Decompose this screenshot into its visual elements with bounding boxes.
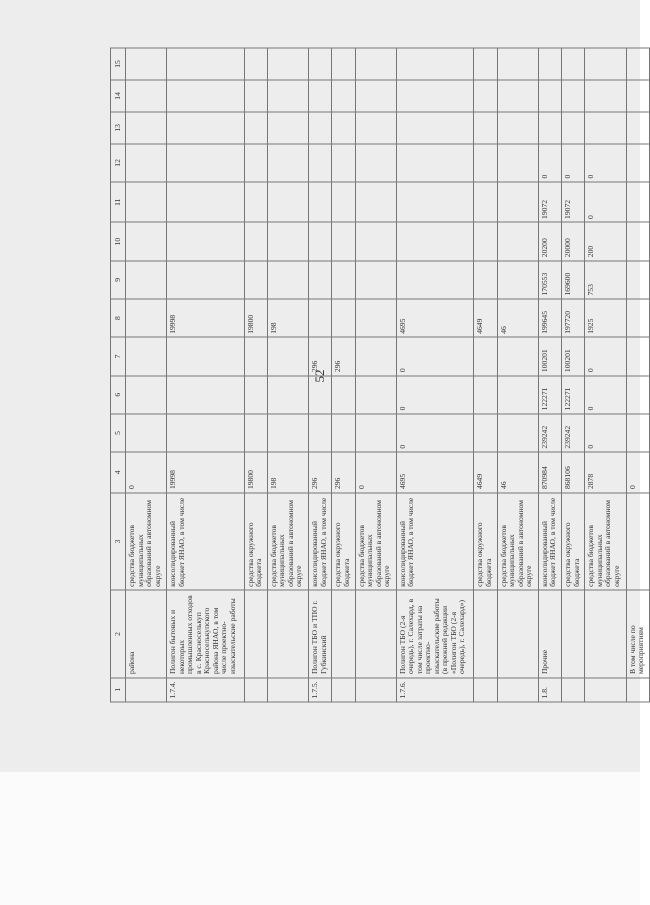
table-cell	[167, 337, 244, 375]
column-header: 15	[111, 48, 126, 80]
table-cell	[167, 414, 244, 452]
table-cell: 4695	[396, 299, 473, 337]
table-row	[585, 48, 626, 702]
table-cell: 0	[126, 452, 167, 492]
table-cell	[126, 222, 167, 260]
table-cell: Полигон ТБО и ТПО г. Губкинский	[309, 590, 332, 677]
page-number: 52	[312, 369, 327, 383]
table-cell	[126, 144, 167, 182]
table-cell: средства бюджетов муниципальных образований в автономном округе	[585, 493, 626, 591]
table-cell: средства окружного бюджета	[244, 493, 267, 591]
table-cell: 100201	[538, 337, 561, 375]
table-cell	[355, 590, 396, 677]
table-cell: 4649	[474, 299, 497, 337]
table-cell	[626, 414, 649, 452]
table-cell	[474, 376, 497, 414]
table-cell: 296	[309, 337, 332, 375]
table-cell	[267, 414, 308, 452]
table-cell	[626, 182, 649, 222]
column-header: 6	[111, 376, 126, 414]
table-cell: района	[126, 590, 167, 677]
column-header: 13	[111, 112, 126, 144]
column-header: 4	[111, 452, 126, 492]
column-header: 10	[111, 222, 126, 260]
table-cell	[267, 376, 308, 414]
table-cell	[538, 80, 561, 112]
table-cell: 296	[332, 452, 355, 492]
table-cell: 19998	[167, 299, 244, 337]
column-header: 5	[111, 414, 126, 452]
table-cell: 19800	[244, 452, 267, 492]
table-cell: средства бюджетов муниципальных образований в автономном округе	[497, 493, 538, 591]
table-cell	[538, 112, 561, 144]
table-cell	[474, 222, 497, 260]
table-row	[332, 48, 355, 702]
table-cell: средства бюджетов муниципальных образований в автономном округе	[355, 493, 396, 591]
table-cell	[267, 590, 308, 677]
table-cell	[626, 261, 649, 299]
table-cell	[626, 48, 649, 80]
table-cell	[244, 112, 267, 144]
table-cell: 19998	[167, 452, 244, 492]
table-cell	[309, 144, 332, 182]
table-cell: 19800	[244, 299, 267, 337]
table-row	[355, 48, 396, 702]
table-cell: 1.8.	[538, 678, 561, 702]
table-cell: 4649	[474, 452, 497, 492]
table-cell: 46	[497, 299, 538, 337]
table-row	[497, 48, 538, 702]
table-cell: 122271	[538, 376, 561, 414]
table-cell	[267, 48, 308, 80]
table-cell	[355, 299, 396, 337]
table-cell	[355, 144, 396, 182]
table-row	[474, 48, 497, 702]
table-cell	[309, 222, 332, 260]
table-cell: 19072	[562, 182, 585, 222]
table-cell	[497, 414, 538, 452]
table-cell	[244, 222, 267, 260]
table-cell	[309, 80, 332, 112]
table-cell	[474, 337, 497, 375]
table-cell: 197720	[562, 299, 585, 337]
table-cell	[244, 337, 267, 375]
table-cell	[267, 337, 308, 375]
table-cell: 1.7.5.	[309, 678, 332, 702]
table-cell	[626, 299, 649, 337]
table-cell	[244, 414, 267, 452]
table-cell: В том числе по мероприятиям	[626, 590, 649, 677]
table-cell	[167, 222, 244, 260]
table-cell	[126, 182, 167, 222]
table-cell	[562, 590, 585, 677]
table-cell: 753	[585, 261, 626, 299]
table-cell	[167, 80, 244, 112]
table-cell: 0	[396, 337, 473, 375]
table-cell	[626, 80, 649, 112]
table-cell: 200	[585, 222, 626, 260]
table-cell: 0	[585, 337, 626, 375]
table-cell	[562, 48, 585, 80]
table-cell	[355, 182, 396, 222]
table-cell	[474, 80, 497, 112]
table-row	[309, 48, 332, 702]
table-cell	[497, 337, 538, 375]
table-cell	[309, 48, 332, 80]
table-cell: консолидированный бюджет ЯНАО, в том числе	[396, 493, 473, 591]
table-cell	[332, 299, 355, 337]
table-cell	[538, 48, 561, 80]
table-cell: 0	[585, 414, 626, 452]
table-cell	[244, 80, 267, 112]
table-cell	[167, 144, 244, 182]
table-row	[562, 48, 585, 702]
table-cell: 100201	[562, 337, 585, 375]
table-cell	[396, 222, 473, 260]
table-cell	[332, 590, 355, 677]
table-cell	[626, 376, 649, 414]
table-cell	[355, 376, 396, 414]
table-cell	[497, 80, 538, 112]
table-row	[167, 48, 244, 702]
table-cell: 0	[585, 182, 626, 222]
table-cell	[355, 678, 396, 702]
table-cell	[332, 112, 355, 144]
table-cell	[332, 376, 355, 414]
table-cell	[309, 261, 332, 299]
table-body	[126, 48, 650, 702]
table-cell	[626, 678, 649, 702]
table-cell: 239242	[538, 414, 561, 452]
table-cell	[126, 112, 167, 144]
column-header: 2	[111, 590, 126, 677]
table-cell: Полигон бытовых и некоторых промышленных отходов в с. Красноселькуп Красноселькупского района ЯНАО, в том числе проектно-изыскательские работы	[167, 590, 244, 677]
table-cell	[332, 678, 355, 702]
table-cell	[396, 144, 473, 182]
table-cell	[474, 590, 497, 677]
table-cell: 1925	[585, 299, 626, 337]
budget-table	[110, 48, 650, 703]
table-cell: 46	[497, 452, 538, 492]
table-cell	[562, 80, 585, 112]
table-cell: 0	[396, 414, 473, 452]
table-cell	[585, 678, 626, 702]
table-cell	[332, 144, 355, 182]
table-cell	[474, 182, 497, 222]
table-cell	[167, 182, 244, 222]
table-cell: 0	[562, 144, 585, 182]
table-row	[267, 48, 308, 702]
table-cell	[126, 414, 167, 452]
table-cell	[244, 376, 267, 414]
table-cell	[126, 678, 167, 702]
table-cell	[244, 678, 267, 702]
table-cell	[396, 48, 473, 80]
page-margin	[0, 772, 640, 905]
table-cell	[244, 261, 267, 299]
table-cell	[355, 80, 396, 112]
table-cell	[626, 337, 649, 375]
table-cell	[396, 182, 473, 222]
table-cell	[474, 48, 497, 80]
table-cell: 198	[267, 299, 308, 337]
table-cell	[497, 112, 538, 144]
table-cell	[497, 182, 538, 222]
table-cell: средства бюджетов муниципальных образований в автономном округе	[267, 493, 308, 591]
table-cell	[497, 48, 538, 80]
table-cell: 870984	[538, 452, 561, 492]
table-cell	[497, 590, 538, 677]
table-cell: 0	[396, 376, 473, 414]
table-cell	[332, 414, 355, 452]
table-cell	[626, 112, 649, 144]
table-cell	[626, 222, 649, 260]
table-cell	[267, 80, 308, 112]
table-cell	[626, 144, 649, 182]
table-cell: 0	[626, 452, 649, 492]
table-cell: средства окружного бюджета	[562, 493, 585, 591]
table-cell: 296	[309, 452, 332, 492]
table-cell	[562, 678, 585, 702]
table-cell: консолидированный бюджет ЯНАО, в том числе	[167, 493, 244, 591]
table-cell	[167, 112, 244, 144]
table-cell: 0	[585, 144, 626, 182]
table-cell: 19072	[538, 182, 561, 222]
table-cell	[497, 678, 538, 702]
table-cell	[267, 678, 308, 702]
table-cell	[332, 261, 355, 299]
table-cell	[585, 590, 626, 677]
table-cell	[355, 337, 396, 375]
table-cell: консолидированный бюджет ЯНАО, в том числе	[309, 493, 332, 591]
table-cell	[244, 144, 267, 182]
table-cell	[497, 222, 538, 260]
table-cell: 4695	[396, 452, 473, 492]
column-header: 8	[111, 299, 126, 337]
table-cell	[267, 222, 308, 260]
table-row	[396, 48, 473, 702]
column-header: 14	[111, 80, 126, 112]
table-cell	[585, 112, 626, 144]
table-cell	[474, 261, 497, 299]
table-cell	[167, 261, 244, 299]
table-cell	[585, 48, 626, 80]
table-cell: 198	[267, 452, 308, 492]
table-cell	[355, 48, 396, 80]
table-cell: Полигон ТБО (2-я очередь), г. Салехард, в том числе затраты на проектно-изыскательские работы (в прежней редакции «Полигон ТБО (2-я очередь), г. Салехард»)	[396, 590, 473, 677]
table-cell: 20000	[562, 222, 585, 260]
table-cell	[167, 48, 244, 80]
table-cell	[332, 222, 355, 260]
table-row	[126, 48, 167, 702]
table-cell	[474, 144, 497, 182]
table-cell: средства окружного бюджета	[474, 493, 497, 591]
table-cell	[396, 261, 473, 299]
table-cell	[396, 112, 473, 144]
table-cell	[267, 112, 308, 144]
table-cell	[626, 493, 649, 591]
table-cell: 0	[538, 144, 561, 182]
table-cell: 296	[332, 337, 355, 375]
table-cell	[244, 590, 267, 677]
table-cell: 1.7.4.	[167, 678, 244, 702]
table-cell	[244, 48, 267, 80]
table-cell	[309, 414, 332, 452]
table-cell	[474, 112, 497, 144]
table-cell: Прочие	[538, 590, 561, 677]
table-cell	[126, 80, 167, 112]
table-cell	[309, 112, 332, 144]
table-cell: 868106	[562, 452, 585, 492]
table-cell	[585, 80, 626, 112]
table-cell	[562, 112, 585, 144]
table-cell	[167, 376, 244, 414]
table-cell: 170553	[538, 261, 561, 299]
table-cell: 0	[585, 376, 626, 414]
table-cell: 20200	[538, 222, 561, 260]
table-cell: 169600	[562, 261, 585, 299]
table-cell	[497, 144, 538, 182]
table-cell: 122271	[562, 376, 585, 414]
table-cell	[309, 182, 332, 222]
table-cell	[396, 80, 473, 112]
table-cell	[267, 182, 308, 222]
table-cell: консолидированный бюджет ЯНАО, в том числе	[538, 493, 561, 591]
column-header: 7	[111, 337, 126, 375]
header-row	[111, 48, 126, 702]
table-cell	[309, 299, 332, 337]
table-cell	[126, 337, 167, 375]
table-cell: 0	[355, 452, 396, 492]
table-cell	[474, 678, 497, 702]
table-cell	[267, 261, 308, 299]
table-cell	[497, 261, 538, 299]
table-rotated-container	[110, 48, 650, 703]
table-cell: 239242	[562, 414, 585, 452]
table-cell	[332, 182, 355, 222]
column-header: 3	[111, 493, 126, 591]
table-cell: 199645	[538, 299, 561, 337]
table-cell	[355, 414, 396, 452]
table-cell	[355, 222, 396, 260]
table-cell	[309, 376, 332, 414]
table-cell: средства бюджетов муниципальных образований в автономном округе	[126, 493, 167, 591]
table-cell: 1.7.6.	[396, 678, 473, 702]
column-header: 9	[111, 261, 126, 299]
table-cell	[474, 414, 497, 452]
table-cell	[497, 376, 538, 414]
table-cell	[126, 48, 167, 80]
table-row	[244, 48, 267, 702]
table-cell	[332, 48, 355, 80]
table-cell	[126, 299, 167, 337]
table-cell: средства окружного бюджета	[332, 493, 355, 591]
column-header: 12	[111, 144, 126, 182]
table-cell	[355, 112, 396, 144]
table-row	[626, 48, 649, 702]
table-cell: 2878	[585, 452, 626, 492]
table-cell	[267, 144, 308, 182]
table-cell	[332, 80, 355, 112]
table-cell	[126, 376, 167, 414]
column-header: 1	[111, 678, 126, 702]
table-cell	[355, 261, 396, 299]
table-row	[538, 48, 561, 702]
table-cell	[126, 261, 167, 299]
table-cell	[244, 182, 267, 222]
column-header: 11	[111, 182, 126, 222]
